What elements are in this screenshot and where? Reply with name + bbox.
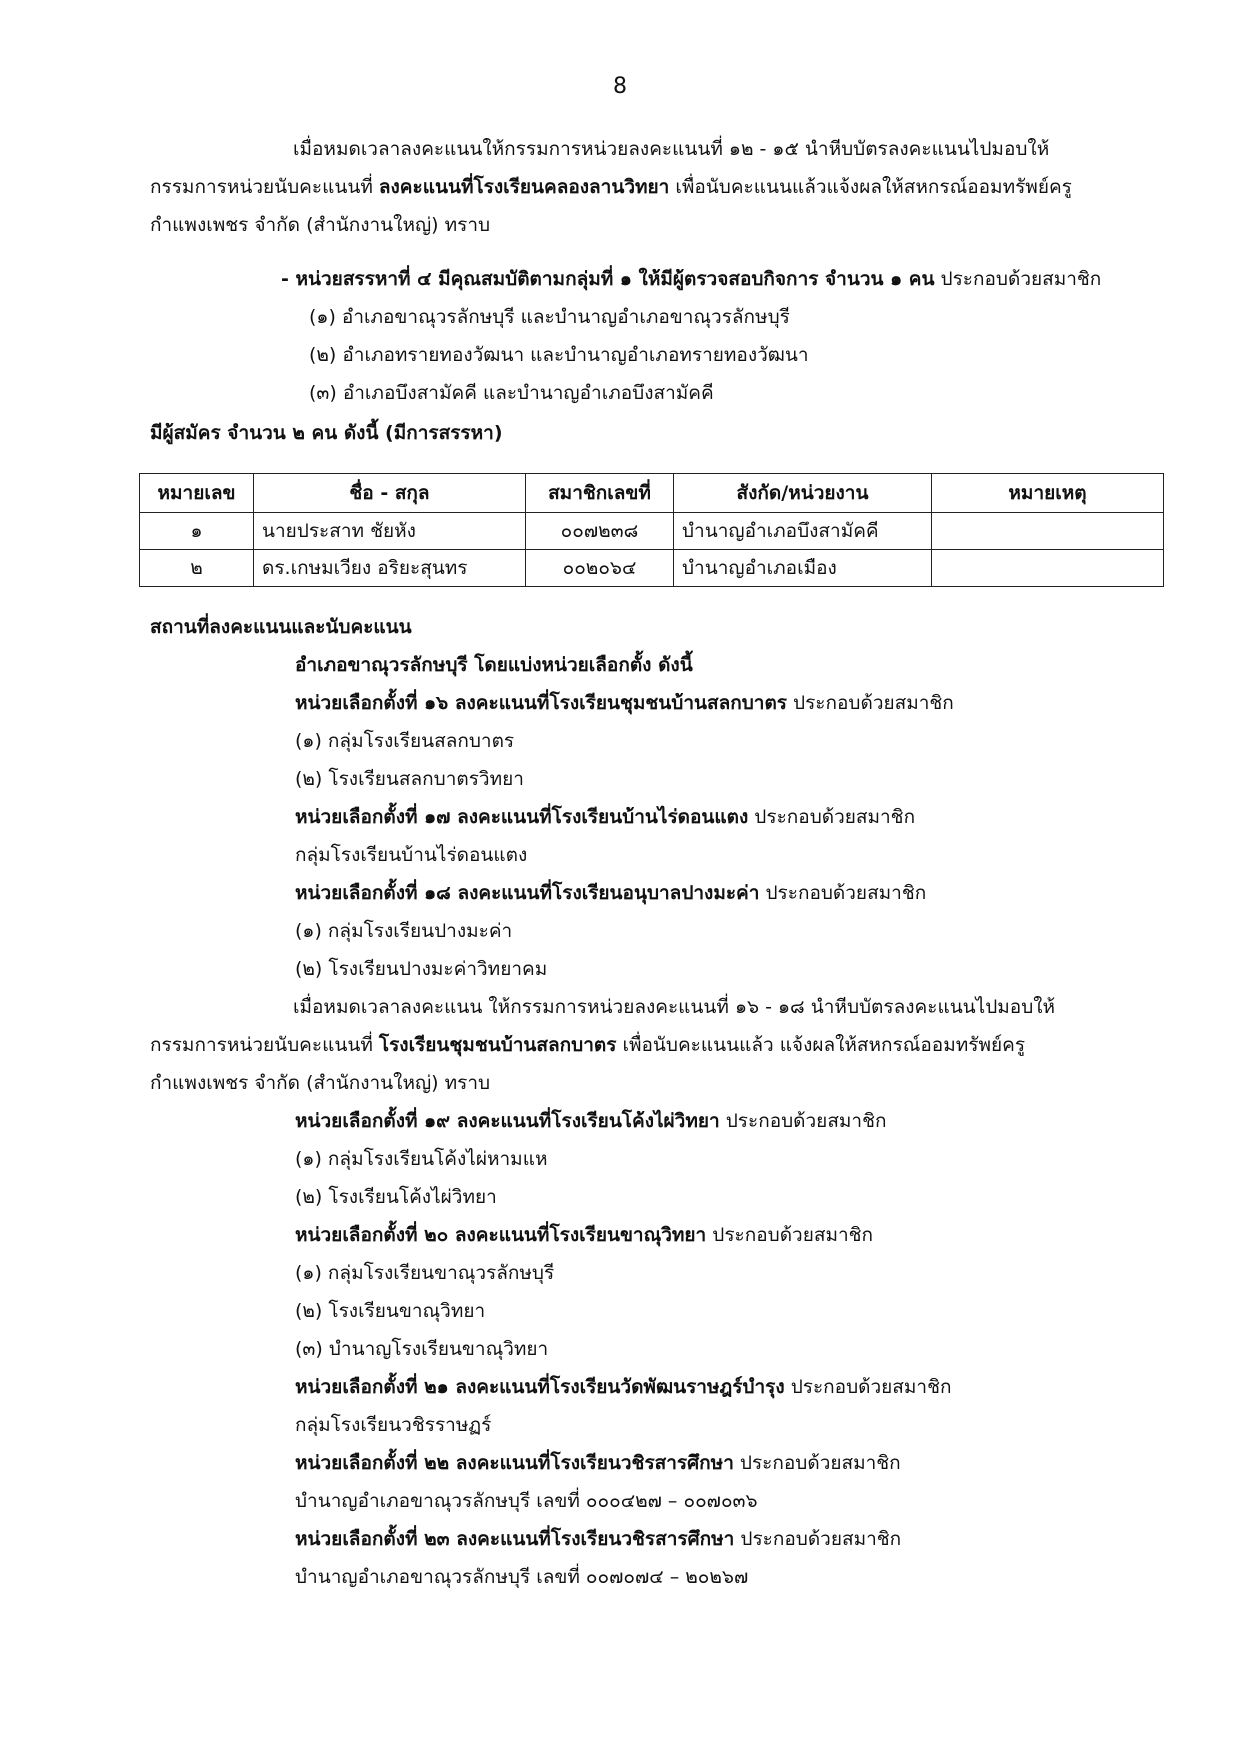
unit20-item-2: (๒) โรงเรียนขาณุวิทยา: [295, 1300, 486, 1322]
unit23-heading: [295, 1524, 901, 1554]
table-header: สังกัด/หน่วยงาน: [674, 474, 932, 513]
table-cell: ๐๐๗๒๓๘: [526, 513, 674, 550]
unit17-heading-bold: หน่วยเลือกตั้งที่ ๑๗ ลงคะแนนที่โรงเรียนบ้านไร่ดอนแตง: [295, 806, 749, 828]
unit4-heading-rest: ประกอบด้วยสมาชิก: [934, 268, 1102, 290]
unit4-item-3: (๓) อำเภอบึงสามัคคี และบำนาญอำเภอบึงสามัคคี: [309, 382, 714, 404]
para2-line1: เมื่อหมดเวลาลงคะแนน ให้กรรมการหน่วยลงคะแนนที่ ๑๖ - ๑๘ นำหีบบัตรลงคะแนนไปมอบให้: [293, 996, 1056, 1018]
para2-line2-tail: เพื่อนับคะแนนแล้ว แจ้งผลให้สหกรณ์ออมทรัพย์ครู: [616, 1034, 1026, 1056]
unit17-heading: [295, 802, 915, 832]
table-row: [140, 550, 1164, 587]
table-cell: ๑: [140, 513, 254, 550]
table-cell: บำนาญอำเภอเมือง: [674, 550, 932, 587]
unit20-item-3: (๓) บำนาญโรงเรียนขาณุวิทยา: [295, 1338, 549, 1360]
unit17-heading-rest: ประกอบด้วยสมาชิก: [748, 806, 916, 828]
table-header-row: [140, 474, 1164, 513]
para1-school: ลงคะแนนที่โรงเรียนคลองลานวิทยา: [378, 176, 670, 198]
unit16-heading: [295, 688, 954, 718]
para1-line2-text: กรรมการหน่วยนับคะแนนที่: [150, 176, 379, 198]
para2-school: โรงเรียนชุมชนบ้านสลกบาตร: [378, 1034, 617, 1056]
unit18-heading-bold: หน่วยเลือกตั้งที่ ๑๘ ลงคะแนนที่โรงเรียนอนุบาลปางมะค่า: [295, 882, 760, 904]
unit23-heading-rest: ประกอบด้วยสมาชิก: [734, 1528, 902, 1550]
unit4-item-1: (๑) อำเภอขาณุวรลักษบุรี และบำนาญอำเภอขาณุวรลักษบุรี: [309, 306, 790, 328]
para1-line2: [150, 172, 1072, 202]
venue-district: อำเภอขาณุวรลักษบุรี โดยแบ่งหน่วยเลือกตั้ง ดังนี้: [295, 654, 693, 676]
para1-line3: กำแพงเพชร จำกัด (สำนักงานใหญ่) ทราบ: [150, 214, 491, 236]
unit19-heading: [295, 1106, 887, 1136]
unit20-heading-bold: หน่วยเลือกตั้งที่ ๒๐ ลงคะแนนที่โรงเรียนขาณุวิทยา: [295, 1224, 707, 1246]
candidate-table: [139, 473, 1164, 587]
unit18-heading: [295, 878, 926, 908]
page-number: 8: [613, 74, 627, 99]
unit16-item-1: (๑) กลุ่มโรงเรียนสลกบาตร: [295, 730, 515, 752]
table-cell: บำนาญอำเภอบึงสามัคคี: [674, 513, 932, 550]
applicants-line: มีผู้สมัคร จำนวน ๒ คน ดังนี้ (มีการสรรหา): [150, 422, 503, 444]
unit20-heading: [295, 1220, 873, 1250]
table-cell: [932, 550, 1164, 587]
unit21-heading: [295, 1372, 952, 1402]
unit18-item-1: (๑) กลุ่มโรงเรียนปางมะค่า: [295, 920, 513, 942]
unit22-heading-bold: หน่วยเลือกตั้งที่ ๒๒ ลงคะแนนที่โรงเรียนวชิรสารศึกษา: [295, 1452, 734, 1474]
table-header: หมายเหตุ: [932, 474, 1164, 513]
unit21-item-1: กลุ่มโรงเรียนวชิรราษฏร์: [295, 1414, 492, 1436]
unit20-item-1: (๑) กลุ่มโรงเรียนขาณุวรลักษบุรี: [295, 1262, 555, 1284]
unit22-heading: [295, 1448, 901, 1478]
unit19-heading-bold: หน่วยเลือกตั้งที่ ๑๙ ลงคะแนนที่โรงเรียนโค้งไผ่วิทยา: [295, 1110, 720, 1132]
para2-line2-text: กรรมการหน่วยนับคะแนนที่: [150, 1034, 379, 1056]
unit22-item-1: บำนาญอำเภอขาณุวรลักษบุรี เลขที่ ๐๐๐๔๒๗ – ๐๐๗๐๓๖: [295, 1490, 758, 1512]
unit19-heading-rest: ประกอบด้วยสมาชิก: [719, 1110, 887, 1132]
unit19-item-2: (๒) โรงเรียนโค้งไผ่วิทยา: [295, 1186, 497, 1208]
unit4-item-2: (๒) อำเภอทรายทองวัฒนา และบำนาญอำเภอทรายทองวัฒนา: [309, 344, 809, 366]
para1-line2-tail: เพื่อนับคะแนนแล้วแจ้งผลให้สหกรณ์ออมทรัพย์ครู: [669, 176, 1072, 198]
table-cell: [932, 513, 1164, 550]
table-cell: ๐๐๒๐๖๔: [526, 550, 674, 587]
unit4-heading: [281, 264, 1101, 294]
para2-line3: กำแพงเพชร จำกัด (สำนักงานใหญ่) ทราบ: [150, 1072, 491, 1094]
para2-line2: [150, 1030, 1025, 1060]
table-row: [140, 513, 1164, 550]
table-header: ชื่อ - สกุล: [254, 474, 526, 513]
unit22-heading-rest: ประกอบด้วยสมาชิก: [733, 1452, 901, 1474]
venue-title: สถานที่ลงคะแนนและนับคะแนน: [150, 616, 412, 638]
unit23-heading-bold: หน่วยเลือกตั้งที่ ๒๓ ลงคะแนนที่โรงเรียนวชิรสารศึกษา: [295, 1528, 735, 1550]
unit18-heading-rest: ประกอบด้วยสมาชิก: [759, 882, 927, 904]
unit18-item-2: (๒) โรงเรียนปางมะค่าวิทยาคม: [295, 958, 548, 980]
unit19-item-1: (๑) กลุ่มโรงเรียนโค้งไผ่หามแห: [295, 1148, 548, 1170]
table-cell: ดร.เกษมเวียง อริยะสุนทร: [254, 550, 526, 587]
unit16-heading-rest: ประกอบด้วยสมาชิก: [787, 692, 954, 714]
para1-line1: เมื่อหมดเวลาลงคะแนนให้กรรมการหน่วยลงคะแนนที่ ๑๒ - ๑๕ นำหีบบัตรลงคะแนนไปมอบให้: [293, 138, 1050, 160]
unit21-heading-rest: ประกอบด้วยสมาชิก: [784, 1376, 952, 1398]
unit20-heading-rest: ประกอบด้วยสมาชิก: [706, 1224, 874, 1246]
table-cell: ๒: [140, 550, 254, 587]
unit21-heading-bold: หน่วยเลือกตั้งที่ ๒๑ ลงคะแนนที่โรงเรียนวัดพัฒนราษฎร์บำรุง: [295, 1376, 785, 1398]
table-cell: นายประสาท ชัยหัง: [254, 513, 526, 550]
unit4-heading-bold: - หน่วยสรรหาที่ ๔ มีคุณสมบัติตามกลุ่มที่ ๑ ให้มีผู้ตรวจสอบกิจการ จำนวน ๑ คน: [281, 268, 935, 290]
table-header: สมาชิกเลขที่: [526, 474, 674, 513]
unit23-item-1: บำนาญอำเภอขาณุวรลักษบุรี เลขที่ ๐๐๗๐๗๔ – ๒๐๒๖๗: [295, 1566, 749, 1588]
unit17-item-1: กลุ่มโรงเรียนบ้านไร่ดอนแตง: [295, 844, 528, 866]
unit16-heading-bold: หน่วยเลือกตั้งที่ ๑๖ ลงคะแนนที่โรงเรียนชุมชนบ้านสลกบาตร: [295, 692, 787, 714]
unit16-item-2: (๒) โรงเรียนสลกบาตรวิทยา: [295, 768, 524, 790]
table-header: หมายเลข: [140, 474, 254, 513]
